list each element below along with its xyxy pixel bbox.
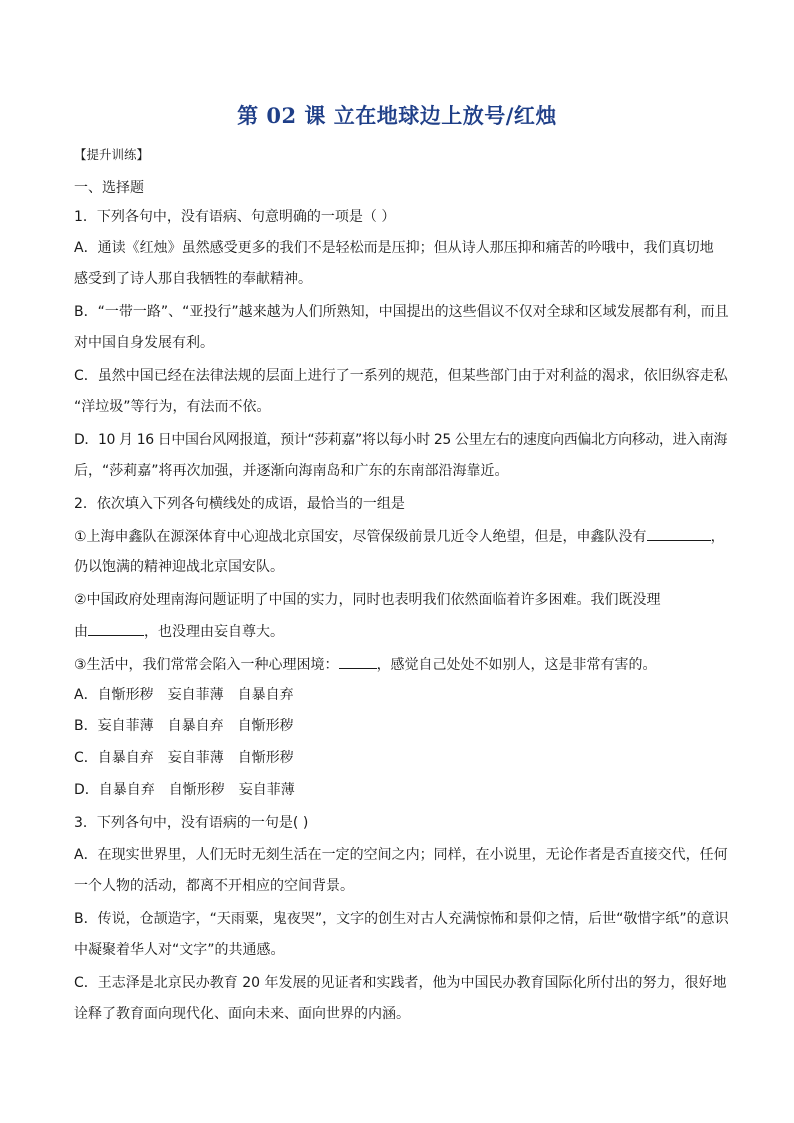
- q2-sentence-3: [74, 654, 734, 675]
- q2-d-term1: D．自暴自弃: [74, 782, 155, 798]
- q2-option-a: [74, 685, 734, 705]
- q2-sentence-1-line2: 仍以饱满的精神迎战北京国安队。: [74, 559, 284, 575]
- q2-b-term3: 自惭形秽: [237, 718, 294, 734]
- q2-s2-text: 由: [74, 624, 88, 640]
- q1-option-b-line2: 对中国自身发展有利。: [74, 335, 214, 351]
- q2-s3-rest: ，感觉自己处处不如别人，这是非常有害的。: [376, 657, 657, 673]
- q3-option-b-line1: B．传说，仓颉造字，“天雨粟，鬼夜哭”，文字的创生对古人充满惊怖和景仰之情，后世“敬惜字纸”的意识: [74, 911, 729, 927]
- q2-sentence-1-line1: [74, 526, 734, 547]
- q1-option-a-line1: A．通读《红烛》虽然感受更多的我们不是轻松而是压抑；但从诗人那压抑和痛苦的吟哦中，我们真切地: [74, 240, 714, 256]
- q3-option-c-line1: C．王志泽是北京民办教育 20 年发展的见证者和实践者，他为中国民办教育国际化所付出的努力，很好地: [74, 975, 727, 991]
- q1-option-d-line1: D．10 月 16 日中国台风网报道，预计“莎莉嘉”将以每小时 25 公里左右的速度向西偏北方向移动，进入南海: [74, 432, 727, 448]
- q2-d-term2: 自惭形秽: [168, 782, 225, 798]
- q2-s1-comma: ，: [710, 529, 725, 545]
- answer-blank: [88, 621, 144, 636]
- q2-option-c: [74, 748, 734, 768]
- q1-option-d-line2: 后，“莎莉嘉”将再次加强，并逐渐向海南岛和广东的东南部沿海靠近。: [74, 463, 509, 479]
- q1-option-c-line1: C．虽然中国已经在法律法规的层面上进行了一系列的规范，但某些部门由于对利益的渴求，依旧纵容走私: [74, 368, 728, 384]
- q2-c-term3: 自惭形秽: [237, 750, 294, 766]
- section-tag: 【提升训练】: [74, 147, 150, 162]
- q2-c-term2: 妄自菲薄: [167, 750, 224, 766]
- page-title: 第 02 课 立在地球边上放号/红烛: [237, 103, 557, 128]
- q2-c-term1: C．自暴自弃: [74, 750, 154, 766]
- q2-s2-rest: ，也没理由妄自尊大。: [144, 624, 284, 640]
- q2-a-term3: 自暴自弃: [237, 687, 294, 703]
- q2-b-term1: B．妄自菲薄: [74, 718, 154, 734]
- q2-option-b: [74, 716, 734, 736]
- q3-option-a-line2: 一个人物的活动，都离不开相应的空间背景。: [74, 878, 354, 894]
- q3-stem: 3．下列各句中，没有语病的一句是( ): [74, 815, 309, 831]
- q3-option-b-line2: 中凝聚着华人对“文字”的共通感。: [74, 942, 285, 958]
- q2-option-d: [74, 780, 734, 800]
- q2-a-term1: A．自惭形秽: [74, 687, 154, 703]
- answer-blank: [647, 526, 711, 541]
- q2-s3-text: ③生活中，我们常常会陷入一种心理困境：: [74, 657, 339, 673]
- q2-s1-text: ①上海申鑫队在源深体育中心迎战北京国安，尽管保级前景几近令人绝望，但是，申鑫队没有: [74, 529, 647, 545]
- q2-d-term3: 妄自菲薄: [238, 782, 295, 798]
- q3-option-a-line1: A．在现实世界里，人们无时无刻生活在一定的空间之内；同样，在小说里，无论作者是否直接交代，任何: [74, 847, 728, 863]
- section-heading: 一、选择题: [74, 180, 144, 196]
- q3-option-c-line2: 诠释了教育面向现代化、面向未来、面向世界的内涵。: [74, 1006, 410, 1022]
- q1-option-b-line1: B．“一带一路”、“亚投行”越来越为人们所熟知，中国提出的这些倡议不仅对全球和区域发展都有利，而且: [74, 304, 729, 320]
- q2-sentence-2-line2: [74, 621, 734, 642]
- answer-blank: [339, 654, 377, 669]
- q1-stem: 1．下列各句中，没有语病、句意明确的一项是（ ）: [74, 209, 396, 225]
- q2-sentence-2-line1: ②中国政府处理南海问题证明了中国的实力，同时也表明我们依然面临着许多困难。我们既没理: [74, 592, 661, 608]
- q2-stem: 2．依次填入下列各句横线处的成语，最恰当的一组是: [74, 496, 405, 512]
- q2-a-term2: 妄自菲薄: [167, 687, 224, 703]
- q1-option-a-line2: 感受到了诗人那自我牺牲的奉献精神。: [74, 271, 312, 287]
- q1-option-c-line2: “洋垃圾”等行为，有法而不依。: [74, 399, 271, 415]
- q2-b-term2: 自暴自弃: [167, 718, 224, 734]
